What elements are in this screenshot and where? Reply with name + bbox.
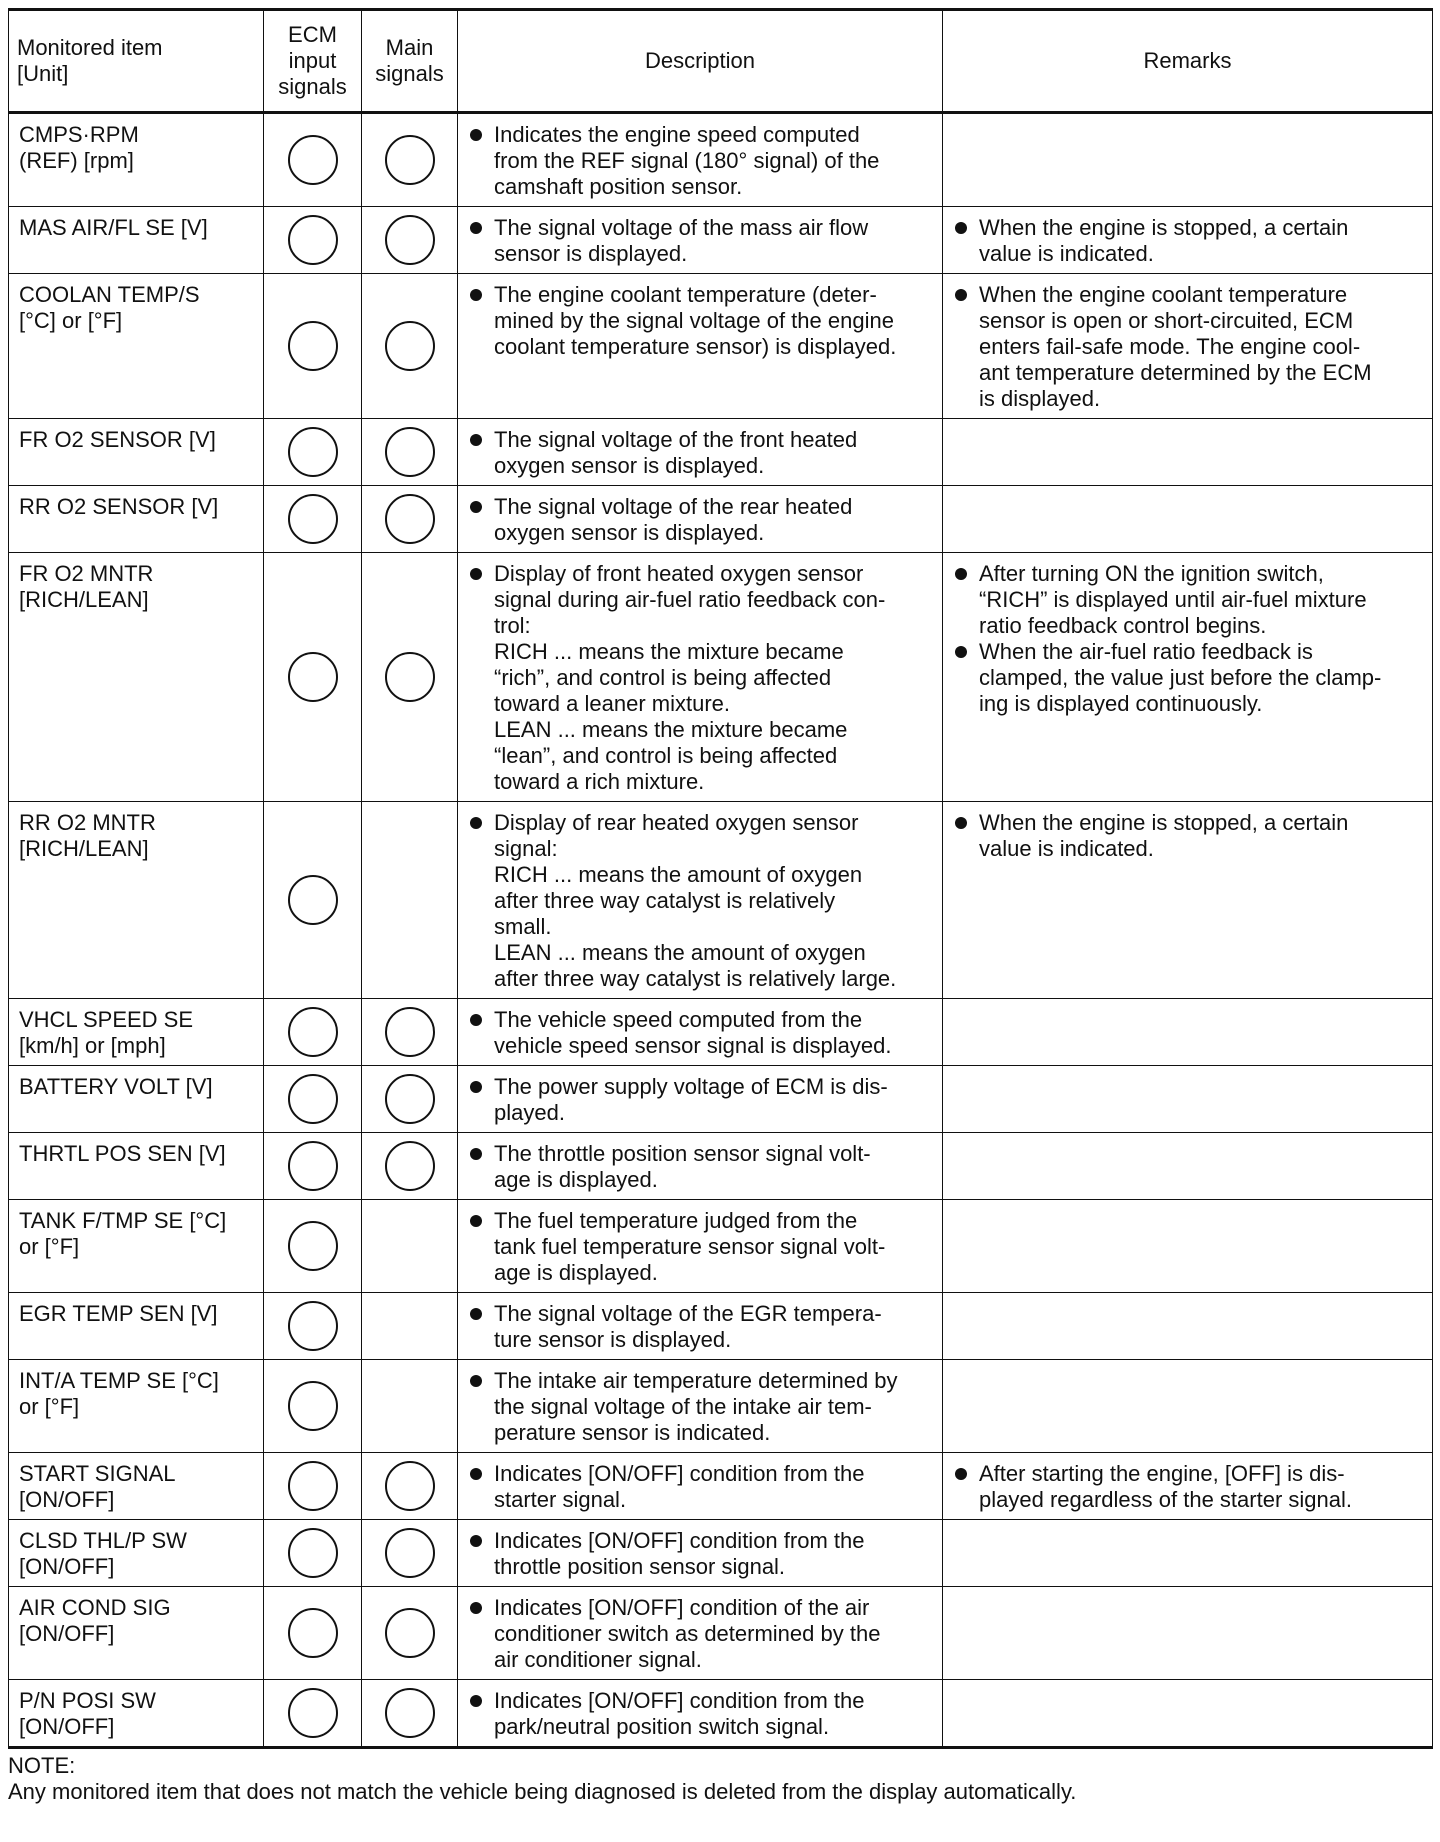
ecm-input-signal-cell: [264, 1520, 362, 1587]
remark-bullet: After turning ON the ignition switch, “RICH” is displayed until air-fuel mixture ratio feedback control begins.: [951, 561, 1426, 639]
monitored-item-cell: INT/A TEMP SE [°C] or [°F]: [9, 1360, 264, 1453]
ecm-input-signal-cell: [264, 1360, 362, 1453]
description-bullet: Indicates [ON/OFF] condition from the throttle position sensor signal.: [466, 1528, 936, 1580]
description-bullet: The vehicle speed computed from the vehicle speed sensor signal is displayed.: [466, 1007, 936, 1059]
description-cell: [458, 1453, 943, 1520]
circle-mark-icon: [288, 1074, 338, 1124]
monitored-item-cell: CMPS·RPM (REF) [rpm]: [9, 113, 264, 207]
main-signal-cell: [362, 553, 458, 802]
circle-mark-icon: [385, 1461, 435, 1511]
remarks-cell: [943, 1360, 1433, 1453]
monitored-item-cell: COOLAN TEMP/S [°C] or [°F]: [9, 274, 264, 419]
table-row: [9, 486, 1433, 553]
circle-mark-icon: [385, 1528, 435, 1578]
ecm-input-signal-cell: [264, 999, 362, 1066]
main-signal-cell: [362, 802, 458, 999]
remarks-cell: [943, 1520, 1433, 1587]
bullet-list: [458, 114, 942, 206]
bullet-list: [458, 1520, 942, 1586]
bullet-list: [458, 1680, 942, 1746]
circle-mark-icon: [288, 1528, 338, 1578]
bullet-list: [943, 274, 1432, 418]
description-bullet: The fuel temperature judged from the tank fuel temperature sensor signal volt- age is displayed.: [466, 1208, 936, 1286]
description-cell: [458, 1293, 943, 1360]
main-signal-cell: [362, 1360, 458, 1453]
header-monitored-item: Monitored item [Unit]: [9, 10, 264, 113]
main-signal-cell: [362, 419, 458, 486]
main-signal-cell: [362, 1133, 458, 1200]
monitored-item-cell: AIR COND SIG [ON/OFF]: [9, 1587, 264, 1680]
description-cell: [458, 486, 943, 553]
description-bullet: The intake air temperature determined by the signal voltage of the intake air tem- perature sensor is indicated.: [466, 1368, 936, 1446]
circle-mark-icon: [288, 1141, 338, 1191]
monitored-item-cell: RR O2 MNTR [RICH/LEAN]: [9, 802, 264, 999]
main-signal-cell: [362, 1200, 458, 1293]
description-bullet: The signal voltage of the front heated oxygen sensor is displayed.: [466, 427, 936, 479]
circle-mark-icon: [288, 652, 338, 702]
monitored-item-cell: VHCL SPEED SE [km/h] or [mph]: [9, 999, 264, 1066]
remark-bullet: When the engine is stopped, a certain value is indicated.: [951, 215, 1426, 267]
circle-mark-icon: [385, 321, 435, 371]
description-bullet: Display of rear heated oxygen sensor signal: RICH ... means the amount of oxygen after three way catalyst is relatively small. LEAN ... means the amount of oxygen after three way catalyst is relatively large.: [466, 810, 936, 992]
main-signal-cell: [362, 274, 458, 419]
remarks-cell: [943, 207, 1433, 274]
circle-mark-icon: [385, 1688, 435, 1738]
header-remarks: Remarks: [943, 10, 1433, 113]
circle-mark-icon: [385, 215, 435, 265]
remark-bullet: When the engine is stopped, a certain value is indicated.: [951, 810, 1426, 862]
monitored-item-cell: CLSD THL/P SW [ON/OFF]: [9, 1520, 264, 1587]
description-cell: [458, 999, 943, 1066]
ecm-input-signal-cell: [264, 802, 362, 999]
circle-mark-icon: [385, 135, 435, 185]
monitored-item-cell: START SIGNAL [ON/OFF]: [9, 1453, 264, 1520]
main-signal-cell: [362, 486, 458, 553]
remarks-cell: [943, 1587, 1433, 1680]
remarks-cell: [943, 419, 1433, 486]
circle-mark-icon: [288, 494, 338, 544]
table-row: [9, 1453, 1433, 1520]
description-bullet: Display of front heated oxygen sensor signal during air-fuel ratio feedback con- trol: RICH ... means the mixture became “rich”, and control is being affected toward a leaner mixture. LEAN ... means the mixture became “lean”, and control is being affected toward a rich mixture.: [466, 561, 936, 795]
description-cell: [458, 113, 943, 207]
table-row: [9, 1680, 1433, 1748]
description-cell: [458, 419, 943, 486]
remarks-cell: [943, 113, 1433, 207]
circle-mark-icon: [385, 1608, 435, 1658]
circle-mark-icon: [385, 1007, 435, 1057]
ecm-input-signal-cell: [264, 1133, 362, 1200]
monitor-table: [8, 8, 1433, 1749]
ecm-input-signal-cell: [264, 1293, 362, 1360]
bullet-list: [458, 1066, 942, 1132]
remarks-cell: [943, 486, 1433, 553]
description-cell: [458, 1680, 943, 1748]
circle-mark-icon: [288, 1688, 338, 1738]
description-bullet: The signal voltage of the rear heated oxygen sensor is displayed.: [466, 494, 936, 546]
monitored-item-cell: FR O2 SENSOR [V]: [9, 419, 264, 486]
description-bullet: Indicates [ON/OFF] condition from the park/neutral position switch signal.: [466, 1688, 936, 1740]
description-cell: [458, 1520, 943, 1587]
main-signal-cell: [362, 1587, 458, 1680]
circle-mark-icon: [288, 1608, 338, 1658]
description-cell: [458, 207, 943, 274]
description-bullet: The signal voltage of the EGR tempera- ture sensor is displayed.: [466, 1301, 936, 1353]
description-cell: [458, 553, 943, 802]
circle-mark-icon: [288, 1221, 338, 1271]
description-cell: [458, 802, 943, 999]
ecm-input-signal-cell: [264, 1066, 362, 1133]
bullet-list: [458, 1453, 942, 1519]
circle-mark-icon: [288, 321, 338, 371]
bullet-list: [458, 1133, 942, 1199]
description-bullet: The throttle position sensor signal volt- age is displayed.: [466, 1141, 936, 1193]
main-signal-cell: [362, 1293, 458, 1360]
bullet-list: [458, 1200, 942, 1292]
note-text: Any monitored item that does not match the vehicle being diagnosed is deleted from the display automatically.: [8, 1779, 1077, 1804]
ecm-input-signal-cell: [264, 1587, 362, 1680]
circle-mark-icon: [385, 652, 435, 702]
table-row: [9, 419, 1433, 486]
description-cell: [458, 1587, 943, 1680]
table-row: [9, 802, 1433, 999]
header-description: Description: [458, 10, 943, 113]
main-signal-cell: [362, 1066, 458, 1133]
circle-mark-icon: [385, 427, 435, 477]
ecm-input-signal-cell: [264, 207, 362, 274]
table-row: [9, 1587, 1433, 1680]
table-row: [9, 1520, 1433, 1587]
bullet-list: [943, 1453, 1432, 1519]
table-row: [9, 1293, 1433, 1360]
monitored-item-cell: TANK F/TMP SE [°C] or [°F]: [9, 1200, 264, 1293]
ecm-input-signal-cell: [264, 113, 362, 207]
description-bullet: The power supply voltage of ECM is dis- played.: [466, 1074, 936, 1126]
remarks-cell: [943, 999, 1433, 1066]
circle-mark-icon: [288, 1461, 338, 1511]
remark-bullet: After starting the engine, [OFF] is dis- played regardless of the starter signal.: [951, 1461, 1426, 1513]
main-signal-cell: [362, 1453, 458, 1520]
monitored-item-cell: FR O2 MNTR [RICH/LEAN]: [9, 553, 264, 802]
bullet-list: [458, 207, 942, 273]
description-cell: [458, 1360, 943, 1453]
header-main-signals: Main signals: [362, 10, 458, 113]
ecm-input-signal-cell: [264, 419, 362, 486]
description-bullet: Indicates [ON/OFF] condition from the starter signal.: [466, 1461, 936, 1513]
table-row: [9, 274, 1433, 419]
monitored-item-cell: MAS AIR/FL SE [V]: [9, 207, 264, 274]
remarks-cell: [943, 1293, 1433, 1360]
document: [8, 8, 1432, 1805]
remarks-cell: [943, 1066, 1433, 1133]
ecm-input-signal-cell: [264, 274, 362, 419]
remarks-cell: [943, 1200, 1433, 1293]
monitored-item-cell: EGR TEMP SEN [V]: [9, 1293, 264, 1360]
bullet-list: [943, 207, 1432, 273]
circle-mark-icon: [288, 1301, 338, 1351]
bullet-list: [458, 419, 942, 485]
monitored-item-cell: RR O2 SENSOR [V]: [9, 486, 264, 553]
circle-mark-icon: [288, 215, 338, 265]
remarks-cell: [943, 802, 1433, 999]
description-bullet: The engine coolant temperature (deter- mined by the signal voltage of the engine coolant temperature sensor) is displayed.: [466, 282, 936, 360]
description-bullet: Indicates [ON/OFF] condition of the air conditioner switch as determined by the air conditioner signal.: [466, 1595, 936, 1673]
ecm-input-signal-cell: [264, 1453, 362, 1520]
ecm-input-signal-cell: [264, 1200, 362, 1293]
circle-mark-icon: [288, 875, 338, 925]
monitored-item-cell: P/N POSI SW [ON/OFF]: [9, 1680, 264, 1748]
bullet-list: [458, 1360, 942, 1452]
bullet-list: [458, 999, 942, 1065]
remark-bullet: When the engine coolant temperature sensor is open or short-circuited, ECM enters fail-safe mode. The engine cool- ant temperature determined by the ECM is displayed.: [951, 282, 1426, 412]
circle-mark-icon: [385, 1141, 435, 1191]
description-bullet: The signal voltage of the mass air flow sensor is displayed.: [466, 215, 936, 267]
table-row: [9, 1066, 1433, 1133]
circle-mark-icon: [288, 427, 338, 477]
table-row: [9, 1360, 1433, 1453]
table-row: [9, 553, 1433, 802]
table-row: [9, 1200, 1433, 1293]
main-signal-cell: [362, 999, 458, 1066]
bullet-list: [458, 802, 942, 998]
circle-mark-icon: [288, 1007, 338, 1057]
bullet-list: [458, 1293, 942, 1359]
description-cell: [458, 1066, 943, 1133]
remarks-cell: [943, 1680, 1433, 1748]
remarks-cell: [943, 1453, 1433, 1520]
ecm-input-signal-cell: [264, 486, 362, 553]
main-signal-cell: [362, 207, 458, 274]
circle-mark-icon: [385, 494, 435, 544]
main-signal-cell: [362, 1680, 458, 1748]
table-row: [9, 113, 1433, 207]
bullet-list: [458, 1587, 942, 1679]
note-title: NOTE:: [8, 1753, 76, 1778]
monitored-item-cell: BATTERY VOLT [V]: [9, 1066, 264, 1133]
ecm-input-signal-cell: [264, 553, 362, 802]
table-row: [9, 1133, 1433, 1200]
bullet-list: [458, 274, 942, 366]
circle-mark-icon: [288, 135, 338, 185]
remarks-cell: [943, 274, 1433, 419]
description-bullet: Indicates the engine speed computed from the REF signal (180° signal) of the camshaft position sensor.: [466, 122, 936, 200]
description-cell: [458, 1200, 943, 1293]
description-cell: [458, 1133, 943, 1200]
monitored-item-cell: THRTL POS SEN [V]: [9, 1133, 264, 1200]
note: [8, 1753, 1432, 1805]
ecm-input-signal-cell: [264, 1680, 362, 1748]
remarks-cell: [943, 1133, 1433, 1200]
header-row: [9, 10, 1433, 113]
bullet-list: [943, 553, 1432, 723]
table-row: [9, 207, 1433, 274]
bullet-list: [943, 802, 1432, 868]
bullet-list: [458, 486, 942, 552]
description-cell: [458, 274, 943, 419]
main-signal-cell: [362, 1520, 458, 1587]
remarks-cell: [943, 553, 1433, 802]
bullet-list: [458, 553, 942, 801]
header-ecm-input-signals: ECM input signals: [264, 10, 362, 113]
circle-mark-icon: [385, 1074, 435, 1124]
circle-mark-icon: [288, 1381, 338, 1431]
main-signal-cell: [362, 113, 458, 207]
table-row: [9, 999, 1433, 1066]
remark-bullet: When the air-fuel ratio feedback is clamped, the value just before the clamp- ing is displayed continuously.: [951, 639, 1426, 717]
